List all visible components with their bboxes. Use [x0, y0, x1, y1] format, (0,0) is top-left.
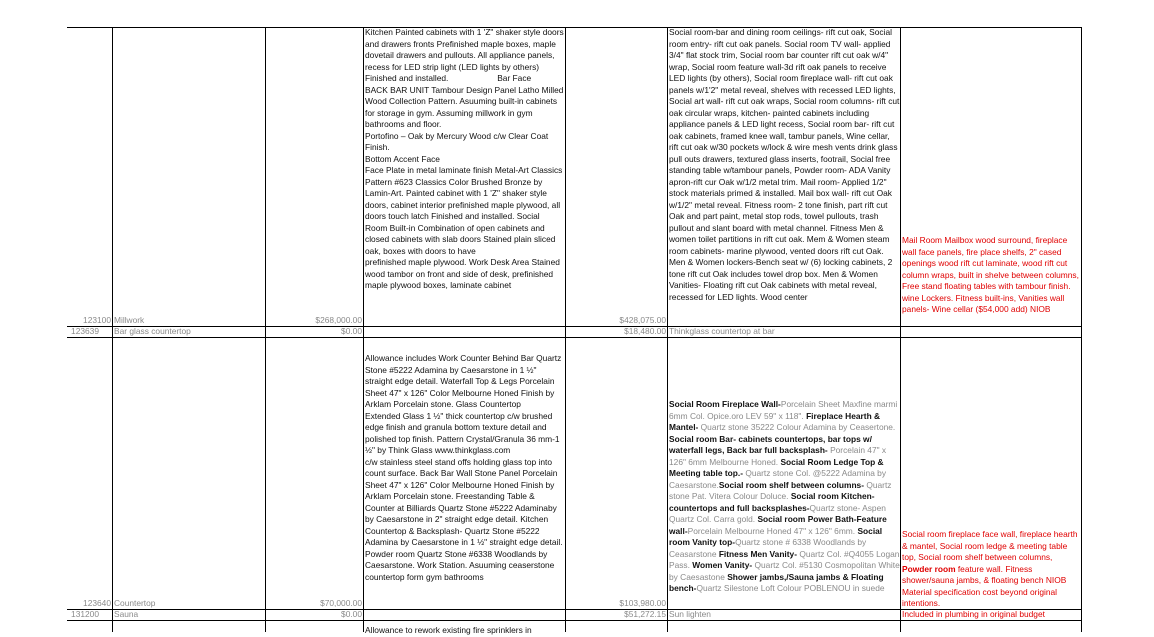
text-run: Powder room [902, 563, 956, 574]
cost-code: 123100 [83, 315, 111, 325]
text-run: Women Vanity- [692, 560, 755, 570]
scope-text: Social room-bar and dining room ceilings- rift cut oak, Social room entry- rift cut oak panels. Social room TV wall- applied 3/4" flat stock trim, Social room bar counter rift cut oak w/4" wrap, Social room feature wall-3d rift oak panels to receive LED lights (by others), Social room fireplace wall- rift cut oak panels w/1'2" metal reveal, shelves with recessed LED lights, Social art wall- rift cut oak wraps, Social room columns- rift cut oak circular wraps, kitchen- painted cabinets including appliance panels & LED light recess, Social room bar- rift cut oak cabinets, framed knee wall, tambur panels, Wine cellar, rift cut oak w/30 pockets w/lock & wire mesh vents drink glass pull outs drawers, textured glass inserts, footrail, Social free standing table w/tambour panels, Powder room- ADA Vanity apron-rift cur Oak w/1/2 metal trim. Mail room- Applied 1/2" stock materials primed & installed. Mail box wall- rift cut Oak w/1/2" metal reveal. Fitness room- 2 tone finish, part rift cut Oak and part paint, metal stop rods, towel pullouts, trash pullout and slant board with metal channel. Fitness Men & women toilet partitions in rift cut oak. Mem & Women steam room cabinets- marine plywood, vented doors rift cut Oak. Men & Women lockers-Bench seat w/ (6) locking cabinets, 2 tone rift cut Oak includes towel drop box. Men & Women Vanities- Floating rift cut Oak cabinets with metal reveal, recessed for LED lights. Wood center [669, 27, 900, 302]
column-border [900, 27, 901, 632]
text-run: Social room Kitchen- countertops and full backsplashes- [669, 491, 875, 513]
column-border [265, 27, 266, 632]
category-label: Millwork [114, 315, 145, 325]
text-run: Social Room Ledge Top & Meeting table top.- [669, 456, 884, 478]
scope-text: Thinkglass countertop at bar [669, 326, 775, 336]
text-run: Quartz stone 35222 Colour Adamina by Ceasertone. [700, 422, 896, 432]
column-border [112, 27, 113, 632]
cost-code: 123640 [83, 598, 111, 608]
text-run: Quartz stone Col. @5222 Adamina by Caesarstone. [669, 468, 887, 490]
notes-text: Included in plumbing in original budget [902, 609, 1045, 619]
category-label: Countertop [114, 598, 156, 608]
column-border [565, 27, 566, 632]
text-run: feature wall. Fitness shower/sauna jambs, & floating bench NIOB Material specification cost beyond original intentions. [902, 563, 1067, 608]
text-run: Quartz Col. #Q4055 Logan Pass. [669, 548, 900, 570]
actual-amount: $428,075.00 [619, 315, 666, 325]
description-text: Allowance includes Work Counter Behind Bar Quartz Stone #5222 Adamina by Caesarstone in 1 ½" straight edge detail. Waterfall Top & Legs Porcelain Sheet 47" x 126" Color Melbourne Honed Finish by Arklam Porcelain stone. Glass Countertop Extended Glass 1 ½" thick countertop c/w brushed edge finish and granula bottom texture detail and polished top finish. Pattern Crystal/Granula 36 mm-1 ½" by Think Glass www.thinkglass.com c/w stainless steel stand offs holding glass top into count surface. Back Bar Wall Stone Panel Porcelain Sheet 47" x 126" Color Melbourne Honed Finish by Arklam Porcelain stone. Freestanding Table & Counter at Billiards Quartz Stone #5222 Adaminaby by Caesarstone in 2" straight edge detail. Kitchen Countertop & Backsplash- Quartz Stone #5222 Adamina by Caesarstone in 1 ½" straight edge detail. Powder room Quartz Stone #6338 Woodlands by Caesarstone. Work Station. Asuuming ceaserstone countertop form gym bathrooms [365, 353, 563, 582]
text-run: Social Room Fireplace Wall- [669, 399, 781, 409]
actual-amount: $103,980.00 [619, 598, 666, 608]
text-run: Porcelain Melbourne Honed 47" x 126" 6mm. [687, 525, 858, 536]
column-border [363, 27, 364, 632]
category-label: Sauna [114, 609, 139, 619]
row-separator-top [67, 27, 1081, 28]
text-run: Social room Bar- cabinets countertops, bar tops w/ waterfall legs, Back bar full backsplash- [669, 433, 872, 455]
notes-text: Mail Room Mailbox wood surround, fireplace wall face panels, fire place shelfs, 2" cased openings wood rift cut laminate, wood rift cut column wraps, built in shelve between columns, Free stand floating tables with tambour finish. wine Lockers. Fitness built-ins, Vanities wall panels- Wine cellar ($54,000 add) NIOB [902, 235, 1079, 314]
text-run: Quartz stone # 6338 Woodlands by Ceasarstone [669, 537, 867, 559]
text-run: Porcelain Sheet Maxfine marmi 6mm Col. Opice.oro LEV 59" x 118". [669, 399, 898, 421]
text-run: Quartz stone Pat. Vitera Colour Doluce. [669, 479, 892, 501]
text-run: Fitness Men Vanity- [718, 548, 800, 559]
text-run: Quartz stone- Aspen Quartz Col. Carra gold. [669, 502, 886, 524]
budget-amount: $0.00 [341, 609, 362, 619]
text-run: Social room Power Bath-Feature wall- [669, 514, 887, 536]
cost-code: 131200 [71, 609, 99, 619]
text-run: Shower jambs,/Sauna jambs & Floating bench- [669, 571, 884, 593]
budget-amount: $0.00 [341, 326, 362, 336]
text-run: Social room shelf between columns- [718, 479, 867, 490]
text-run: Quartz Silestone Loft Colour POBLENOU in suede [696, 583, 885, 593]
text-run: Social room Vanity top- [669, 525, 883, 547]
scope-text [669, 399, 900, 609]
column-border [667, 27, 668, 632]
column-border [1081, 27, 1082, 632]
budget-amount: $70,000.00 [320, 598, 362, 608]
cost-code: 123639 [71, 326, 99, 336]
budget-amount: $268,000.00 [315, 315, 362, 325]
description-text: Allowance to rework existing fire sprinklers in [365, 625, 532, 635]
text-run: Quartz Col. #5130 Cosmopolitan White by Caesastone [669, 560, 900, 582]
scope-text: Sun lighten [669, 609, 711, 619]
text-run: Porcelain 47" x 126" 6mm Melbourne Honed. [669, 445, 887, 467]
actual-amount: $18,480.00 [624, 326, 666, 336]
description-text: Kitchen Painted cabinets with 1 'Z" shaker style doors and drawers fronts Prefinished maple boxes, maple dovetail drawers and pullouts. All appliance panels, recess for LED strip light (LED lights by others) Finished and installed. Bar Face BACK BAR UNIT Tambour Design Panel Latho Milled Wood Collection Pattern. Asuuming built-in cabinets for storage in gym. Assuming millwork in gym bathrooms and floor. Portofino – Oak by Mercury Wood c/w Clear Coat Finish. Bottom Accent Face Face Plate in metal laminate finish Metal-Art Classics Pattern #623 Classics Color Brushed Bronze by Lamin-Art. Painted cabinet with 1 'Z" shaker style doors, cabinet interior prefinished maple plywood, all doors touch latch Finished and installed. Social Room Built-in Combination of open cabinets and closed cabinets with slab doors Stained plain sliced oak, boxes with doors to have prefinished maple plywood. Work Desk Area Stained wood tambor on front and side of desk, prefinished maple plywood boxes, laminate cabinet [365, 27, 564, 290]
text-run: Fireplace Hearth & Mantel- [669, 410, 881, 432]
notes-text [902, 529, 1079, 609]
text-run: Social room fireplace face wall, fireplace hearth & mantel, Social room ledge & meeting table top, Social room shelf between columns, [902, 529, 1078, 562]
actual-amount: $51,272.15 [624, 609, 666, 619]
category-label: Bar glass countertop [114, 326, 191, 336]
